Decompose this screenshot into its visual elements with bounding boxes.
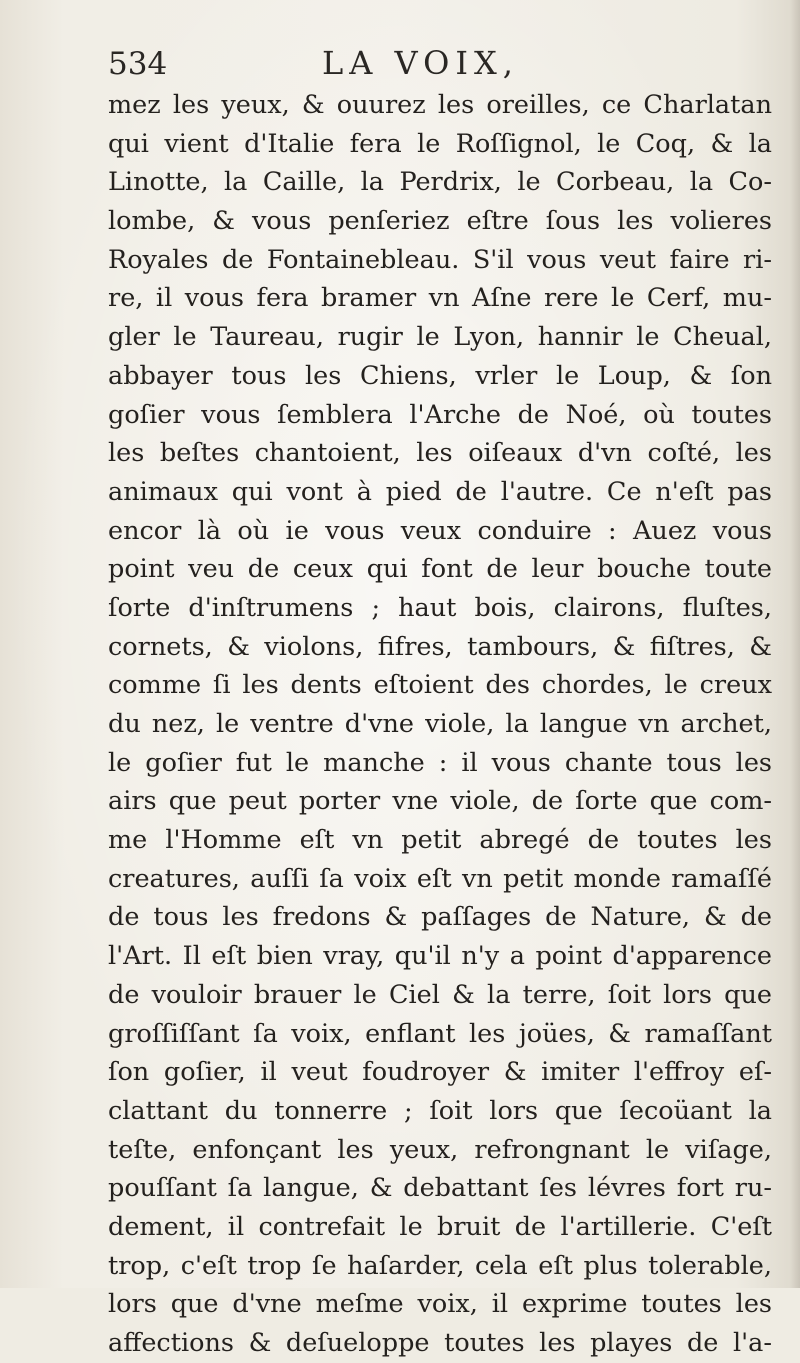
text-line: creatures, auſſi ſa voix eſt vn petit monde ramaſſé — [108, 863, 772, 894]
page-header — [108, 42, 768, 90]
body-text — [108, 86, 772, 1363]
text-line: cornets, & violons, fifres, tambours, & fiſtres, & — [108, 631, 772, 662]
running-title: LA VOIX, — [322, 44, 519, 82]
text-line: goſier vous ſemblera l'Arche de Noé, où toutes — [108, 399, 772, 430]
text-line: point veu de ceux qui font de leur bouche toute — [108, 554, 772, 585]
text-line: du nez, le ventre d'vne viole, la langue vn archet, — [108, 709, 772, 739]
text-line: abbayer tous les Chiens, vrler le Loup, & ſon — [108, 360, 772, 391]
text-line: le goſier fut le manche : il vous chante tous les — [108, 747, 772, 778]
text-line: trop, c'eſt trop ſe haſarder, cela eſt plus tolerable, — [108, 1250, 772, 1281]
text-line: gler le Taureau, rugir le Lyon, hannir le Cheual, — [108, 322, 772, 353]
text-line: de tous les fredons & paſſages de Nature, & de — [108, 902, 772, 933]
text-line: de vouloir brauer le Ciel & la terre, ſoit lors que — [108, 979, 772, 1010]
text-line: l'Art. Il eſt bien vray, qu'il n'y a point d'apparence — [108, 941, 772, 972]
text-line: les beſtes chantoient, les oiſeaux d'vn coſté, les — [108, 438, 772, 469]
text-line: encor là où ie vous veux conduire : Auez vous — [108, 515, 772, 546]
text-line: pouſſant ſa langue, & debattant ſes lévres fort ru- — [108, 1173, 772, 1204]
text-line: lors que d'vne meſme voix, il exprime toutes les — [108, 1289, 772, 1320]
text-line: re, il vous fera bramer vn Aſne rere le Cerf, mu- — [108, 283, 772, 314]
text-line: Royales de Fontainebleau. S'il vous veut faire ri- — [108, 244, 772, 275]
text-line: ſorte d'inſtrumens ; haut bois, clairons, fluſtes, — [108, 592, 772, 623]
text-line: lombe, & vous penſeriez eſtre ſous les volieres — [108, 206, 772, 237]
text-line: teſte, enfonçant les yeux, refrongnant le viſage, — [108, 1134, 772, 1165]
text-line: animaux qui vont à pied de l'autre. Ce n'eſt pas — [108, 476, 772, 507]
text-line: airs que peut porter vne viole, de ſorte que com- — [108, 786, 772, 817]
page-number: 534 — [108, 46, 168, 82]
text-line: clattant du tonnerre ; ſoit lors que ſecoüant la — [108, 1095, 772, 1126]
text-line: comme ſi les dents eſtoient des chordes, le creux — [108, 670, 772, 701]
text-line: mez les yeux, & ouurez les oreilles, ce Charlatan — [108, 90, 772, 120]
page-edge-shadow — [790, 0, 800, 1288]
text-line: qui vient d'Italie fera le Roſſignol, le Coq, & la — [108, 128, 772, 159]
text-line: groſſiſſant ſa voix, enflant les joües, & ramaſſant — [108, 1018, 772, 1049]
text-line: Linotte, la Caille, la Perdrix, le Corbeau, la Co- — [108, 167, 772, 198]
text-line: dement, il contrefait le bruit de l'artillerie. C'eſt — [108, 1211, 772, 1242]
text-line: me l'Homme eſt vn petit abregé de toutes les — [108, 825, 772, 856]
text-line: ſon goſier, il veut foudroyer & imiter l'effroy eſ- — [108, 1057, 772, 1088]
text-line: affections & deſueloppe toutes les playes de l'a- — [108, 1328, 772, 1358]
